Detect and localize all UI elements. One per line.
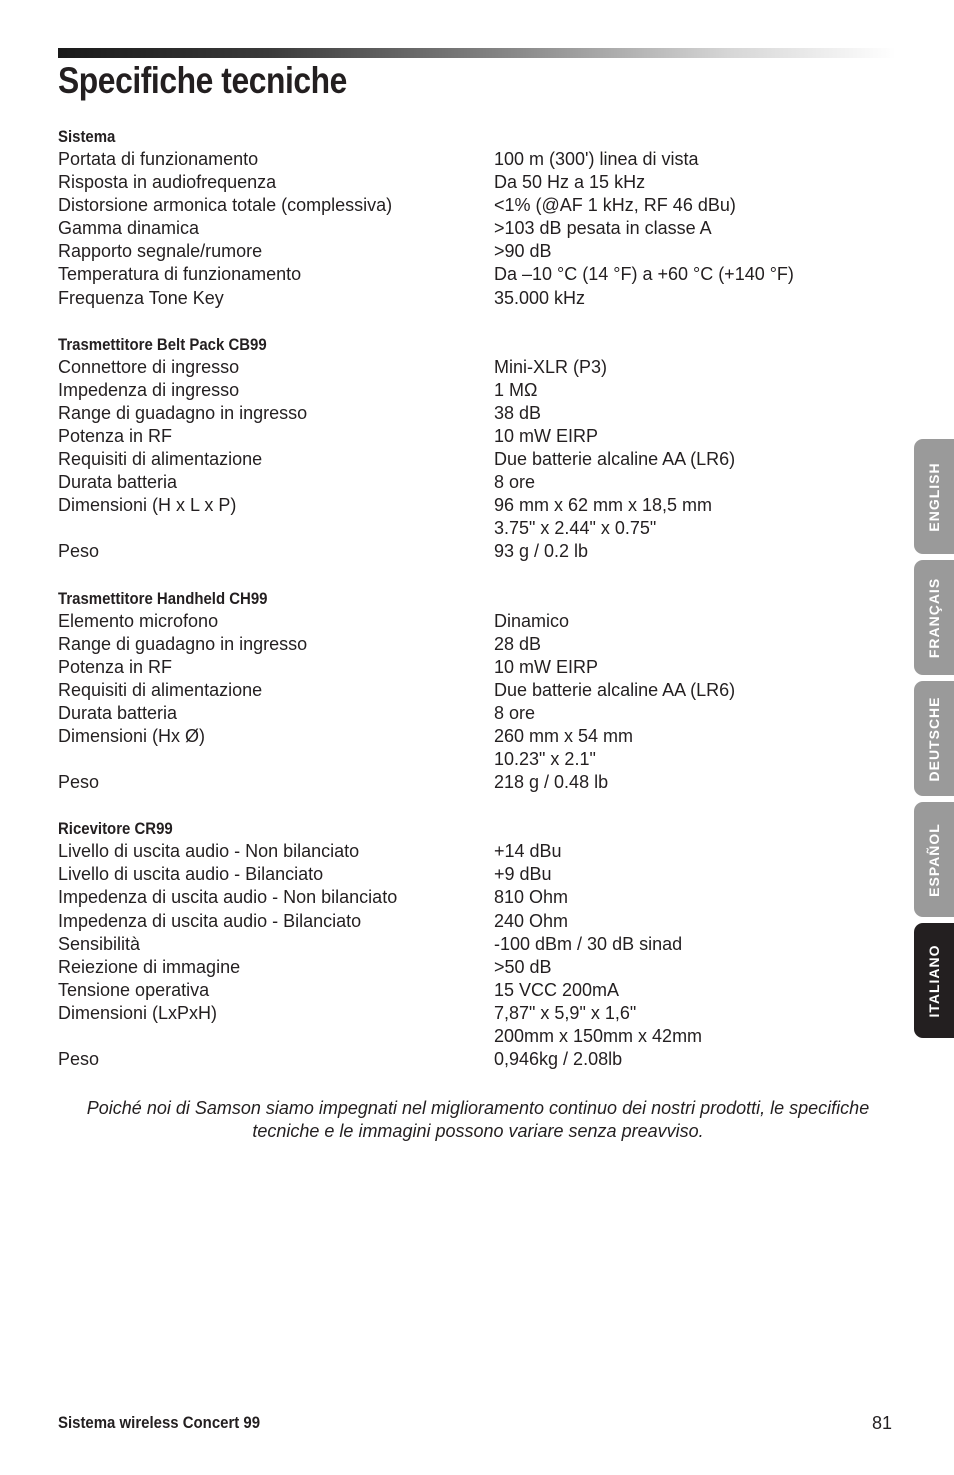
spec-label: Dimensioni (Hx Ø): [58, 725, 206, 746]
spec-value: Dinamico: [494, 610, 570, 631]
spec-list: [58, 125, 858, 1094]
spec-label: Portata di funzionamento: [58, 149, 259, 169]
spec-label: Rapporto segnale/rumore: [58, 241, 263, 262]
spec-row: [58, 194, 858, 217]
spec-value: -100 dBm / 30 dB sinad: [494, 933, 683, 954]
tab-label: ESPAÑOL: [926, 822, 942, 897]
language-tabs: [914, 439, 954, 1044]
spec-row: [58, 610, 858, 633]
spec-value: Da 50 Hz a 15 kHz: [494, 172, 646, 193]
spec-section: [58, 333, 858, 564]
tab-español[interactable]: [914, 802, 954, 917]
spec-section: [58, 817, 858, 1071]
spec-row: [58, 263, 858, 286]
spec-row: [58, 240, 858, 263]
tab-label: ENGLISH: [926, 461, 942, 532]
spec-row: [58, 148, 858, 171]
spec-label: Range di guadagno in ingresso: [58, 402, 308, 423]
spec-label: Requisiti di alimentazione: [58, 449, 263, 470]
spec-label: Livello di uscita audio - Bilanciato: [58, 864, 324, 885]
spec-value: 8 ore: [494, 472, 536, 493]
spec-label: Temperatura di funzionamento: [58, 264, 302, 285]
tab-label: ITALIANO: [926, 943, 942, 1018]
spec-value: 240 Ohm: [494, 910, 569, 931]
disclaimer: Poiché noi di Samson siamo impegnati nel miglioramento continuo dei nostri prodotti, le specifiche tecniche e le immagini possono variare senza preavviso.: [86, 1098, 870, 1141]
spec-value: Due batterie alcaline AA (LR6): [494, 449, 736, 470]
spec-label: Reiezione di immagine: [58, 956, 241, 977]
spec-value: 260 mm x 54 mm 10.23" x 2.1": [494, 725, 634, 770]
spec-value: +14 dBu: [494, 841, 562, 862]
spec-label: Frequenza Tone Key: [58, 287, 224, 308]
spec-value: 15 VCC 200mA: [494, 979, 620, 1000]
spec-row: [58, 910, 858, 933]
header-gradient-bar: [58, 48, 896, 58]
spec-label: Potenza in RF: [58, 425, 173, 446]
spec-value: <1% (@AF 1 kHz, RF 46 dBu): [494, 195, 736, 216]
spec-label: Dimensioni (LxPxH): [58, 1002, 218, 1023]
spec-value: 10 mW EIRP: [494, 425, 599, 446]
spec-value: 93 g / 0.2 lb: [494, 541, 589, 562]
spec-row: [58, 771, 858, 794]
spec-label: Impedenza di uscita audio - Non bilanciato: [58, 887, 398, 908]
spec-row: [58, 471, 858, 494]
spec-value: 38 dB: [494, 402, 542, 423]
spec-label: Distorsione armonica totale (complessiva): [58, 195, 393, 216]
tab-deutsche[interactable]: [914, 681, 954, 796]
spec-value: +9 dBu: [494, 864, 552, 885]
spec-label: Durata batteria: [58, 702, 178, 723]
spec-row: [58, 1048, 858, 1071]
spec-row: [58, 1002, 858, 1048]
tab-français[interactable]: [914, 560, 954, 675]
spec-row: [58, 863, 858, 886]
spec-row: [58, 933, 858, 956]
tab-label: FRANÇAIS: [926, 577, 942, 658]
spec-label: Livello di uscita audio - Non bilanciato: [58, 841, 360, 862]
spec-row: [58, 679, 858, 702]
spec-section: [58, 587, 858, 795]
spec-row: [58, 287, 858, 310]
spec-label: Gamma dinamica: [58, 218, 200, 239]
spec-label: Peso: [58, 541, 100, 562]
tab-italiano[interactable]: [914, 923, 954, 1038]
spec-value: 218 g / 0.48 lb: [494, 772, 609, 793]
section-heading: Sistema: [58, 127, 116, 146]
page-title: Specifiche tecniche: [58, 60, 347, 101]
spec-row: [58, 540, 858, 563]
spec-row: [58, 356, 858, 379]
spec-label: Impedenza di ingresso: [58, 379, 240, 400]
spec-row: [58, 379, 858, 402]
spec-row: [58, 425, 858, 448]
footer-title: Sistema wireless Concert 99: [58, 1413, 261, 1432]
spec-value: 7,87" x 5,9" x 1,6" 200mm x 150mm x 42mm: [494, 1002, 703, 1046]
spec-row: [58, 633, 858, 656]
spec-label: Range di guadagno in ingresso: [58, 633, 308, 654]
spec-section: [58, 125, 858, 310]
spec-row: [58, 725, 858, 771]
spec-row: [58, 448, 858, 471]
spec-value: Due batterie alcaline AA (LR6): [494, 679, 736, 700]
tab-english[interactable]: [914, 439, 954, 554]
spec-label: Elemento microfono: [58, 610, 219, 631]
spec-value: 28 dB: [494, 633, 542, 654]
section-heading: Trasmettitore Belt Pack CB99: [58, 334, 267, 354]
spec-label: Dimensioni (H x L x P): [58, 495, 237, 516]
spec-label: Sensibilità: [58, 933, 141, 954]
spec-label: Risposta in audiofrequenza: [58, 172, 277, 193]
spec-value: 10 mW EIRP: [494, 656, 599, 677]
spec-label: Impedenza di uscita audio - Bilanciato: [58, 910, 362, 931]
spec-label: Potenza in RF: [58, 656, 173, 677]
spec-row: [58, 979, 858, 1002]
spec-label: Tensione operativa: [58, 979, 210, 1000]
spec-value: 35.000 kHz: [494, 287, 586, 308]
spec-label: Durata batteria: [58, 472, 178, 493]
spec-row: [58, 171, 858, 194]
spec-row: [58, 402, 858, 425]
spec-row: [58, 494, 858, 540]
spec-label: Peso: [58, 772, 100, 793]
spec-value: 810 Ohm: [494, 887, 569, 908]
spec-value: >90 dB: [494, 241, 552, 262]
spec-value: 100 m (300') linea di vista: [494, 149, 699, 169]
spec-row: [58, 956, 858, 979]
section-heading: Trasmettitore Handheld CH99: [58, 588, 268, 608]
spec-row: [58, 840, 858, 863]
spec-label: Requisiti di alimentazione: [58, 679, 263, 700]
spec-row: [58, 656, 858, 679]
spec-value: Da –10 °C (14 °F) a +60 °C (+140 °F): [494, 264, 794, 285]
spec-value: 8 ore: [494, 702, 536, 723]
section-heading: Ricevitore CR99: [58, 819, 173, 839]
spec-value: Mini-XLR (P3): [494, 356, 608, 377]
spec-value: 1 MΩ: [494, 379, 538, 400]
spec-value: >103 dB pesata in classe A: [494, 218, 712, 239]
spec-label: Peso: [58, 1049, 100, 1070]
page-number: 81: [871, 1413, 892, 1433]
spec-row: [58, 702, 858, 725]
spec-row: [58, 886, 858, 909]
spec-value: 0,946kg / 2.08lb: [494, 1049, 623, 1070]
tab-label: DEUTSCHE: [926, 695, 942, 782]
spec-value: 96 mm x 62 mm x 18,5 mm 3.75" x 2.44" x 0.75": [494, 495, 713, 539]
spec-row: [58, 217, 858, 240]
spec-label: Connettore di ingresso: [58, 356, 240, 377]
spec-value: >50 dB: [494, 956, 552, 977]
